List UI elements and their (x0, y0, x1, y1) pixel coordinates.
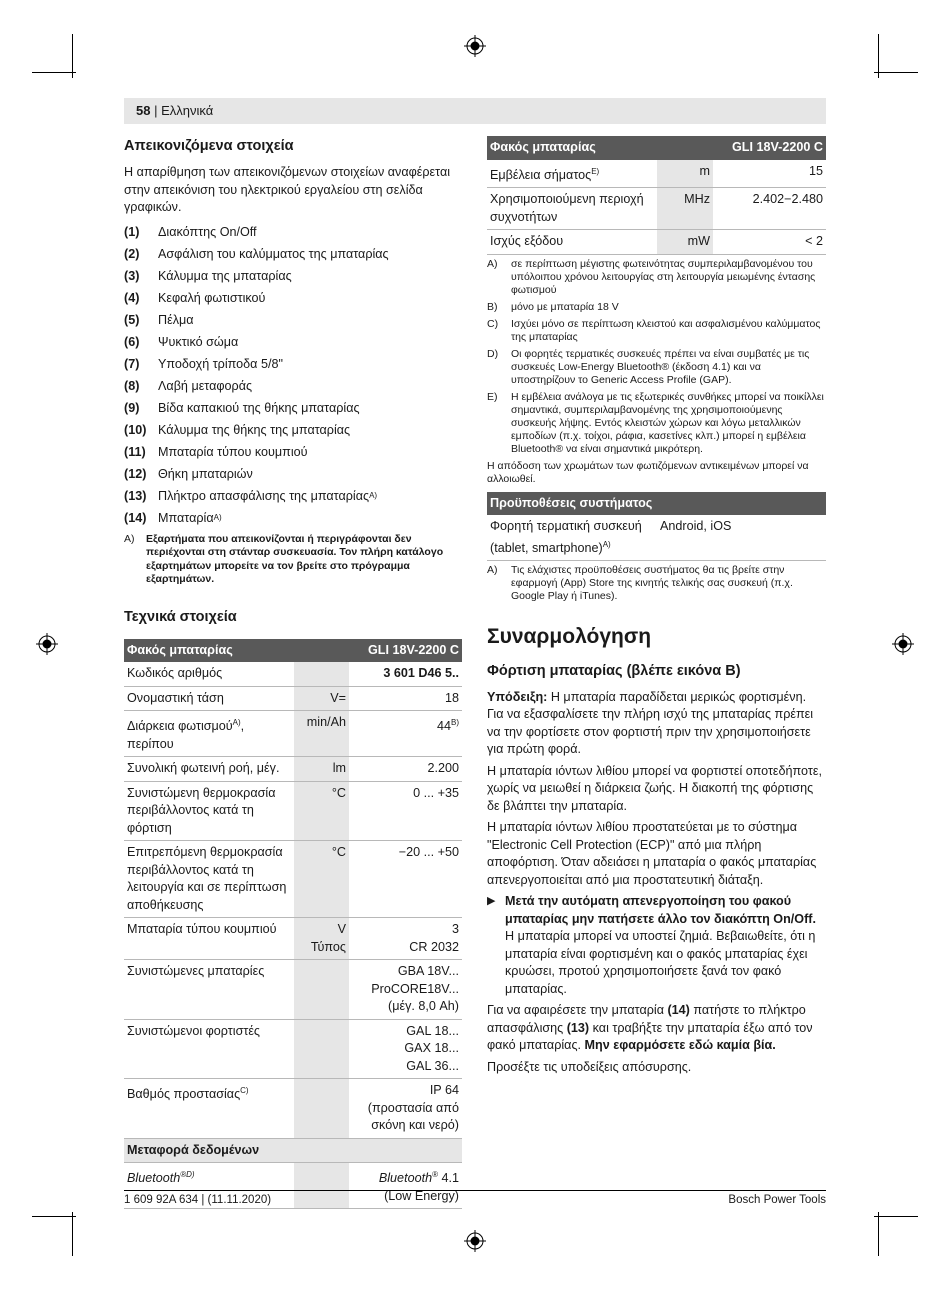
row-value (349, 1079, 462, 1139)
subsection-title-charging: Φόρτιση μπαταρίας (βλέπε εικόνα B) (487, 663, 741, 680)
registered-mark: ® (432, 1170, 438, 1180)
row-value-line: 3 (451, 922, 459, 937)
table-row (124, 960, 462, 1020)
row-unit (294, 1019, 349, 1079)
list-item (124, 375, 462, 397)
section-title-specs: Τεχνικά στοιχεία (124, 608, 237, 625)
row-value-line: (Low Energy) (384, 1188, 459, 1203)
row-label: Συνιστώμενη θερμοκρασία περιβάλλοντος κατά τη φόρτιση (124, 781, 294, 841)
row-unit: °C (294, 841, 349, 918)
crop-mark (874, 72, 918, 73)
row-value (349, 1019, 462, 1079)
row-value-line: GAL 36... (406, 1058, 459, 1073)
row-value (349, 918, 462, 960)
row-label: Ονομαστική τάση (124, 686, 294, 711)
accessories-note (124, 533, 462, 587)
row-unit (294, 960, 349, 1020)
color-rendering-note: Η απόδοση των χρωμάτων των φωτιζόμενων αντικειμένων μπορεί να αλλοιωθεί. (487, 459, 809, 485)
table-header-model: GLI 18V-2200 C (713, 136, 826, 160)
row-value-line: GBA 18V... (397, 964, 459, 979)
item-number: (3) (124, 268, 140, 283)
footnote-ref: B) (451, 718, 459, 727)
item-text: Διακόπτης On/Off (158, 224, 257, 239)
list-item (124, 243, 462, 265)
list-item (124, 397, 462, 419)
row-value: −20 ... +50 (349, 841, 462, 918)
row-label: Κωδικός αριθμός (124, 662, 294, 686)
row-unit: m (657, 160, 713, 188)
specs-table-continued (487, 136, 826, 255)
row-label: Χρησιμοποιούμενη περιοχή συχνοτήτων (487, 188, 657, 230)
footnote-ref: C) (240, 1086, 249, 1096)
row-label: Συνολική φωτεινή ροή, μέγ. (124, 757, 294, 782)
row-unit (294, 1079, 349, 1139)
hint-label: Υπόδειξη: (487, 689, 548, 704)
row-value-line: σκόνη και νερό) (371, 1118, 459, 1133)
row-label: Συνιστώμενες μπαταρίες (124, 960, 294, 1020)
row-unit: V= (294, 686, 349, 711)
row-value-text: 44 (436, 719, 451, 734)
warning-bold: Μετά την αυτόματη απενεργοποίηση του φακού μπαταρίας μην πατήσετε άλλο τον διακόπτη On/Off. (505, 894, 816, 926)
table-row (124, 781, 462, 841)
row-value-line: CR 2032 (409, 939, 459, 954)
crop-mark (878, 1212, 879, 1256)
row-unit: °C (294, 781, 349, 841)
hint-text: Η μπαταρία παραδίδεται μερικώς φορτισμένη. Για να εξασφαλίσετε την πλήρη ισχύ της μπαταρίας πρέπει να την φορτίσετε στον φορτιστή πριν την χρησιμοποιήσετε για πρώτη φορά. (487, 689, 814, 757)
table-row (124, 1019, 462, 1079)
table-section-row (124, 1138, 462, 1163)
row-label-text: Φορητή τερματική συσκευή (tablet, smartphone) (490, 519, 642, 555)
document-id: 1 609 92A 634 | (11.11.2020) (124, 1194, 272, 1206)
row-label (124, 1079, 294, 1139)
row-label (124, 711, 294, 757)
warning-text (505, 893, 826, 998)
list-item (124, 353, 462, 375)
row-value: 0 ... +35 (349, 781, 462, 841)
row-value-line: (προστασία από (367, 1100, 459, 1115)
registration-mark-left (36, 633, 58, 655)
page-footer (124, 1190, 826, 1206)
text-span: πατήστε το πλήκτρο απασφάλισης (487, 1003, 806, 1035)
item-text: Κεφαλή φωτιστικού (158, 290, 266, 305)
paragraph: Η μπαταρία ιόντων λιθίου προστατεύεται με το σύστημα "Electronic Cell Protection (ECP)" από μια πλήρη αποφόρτιση. Όταν αδειάσει η μπαταρία ο φακός μπαταρίας απενεργοποιείται από μια προστατευτική διάταξη. (487, 820, 817, 887)
item-text: Κάλυμμα της μπαταρίας (158, 268, 292, 283)
item-text: Ασφάλιση του καλύμματος της μπαταρίας (158, 246, 389, 261)
table-row (487, 230, 826, 255)
components-intro: Η απαρίθμηση των απεικονιζόμενων στοιχείων αναφέρεται στην απεικόνιση του ηλεκτρικού εργαλείου στη σελίδα γραφικών. (124, 165, 451, 214)
row-label: Ισχύς εξόδου (487, 230, 657, 255)
row-unit: mW (657, 230, 713, 255)
right-column (487, 136, 826, 1080)
registration-mark-right (892, 633, 914, 655)
footnote-text: Η εμβέλεια ανάλογα με τις εξωτερικές συνθήκες μπορεί να ποικίλλει σημαντικά, συμπεριλαμβανομένης της χρησιμοποιούμενης συσκευής λήψης. Εντός κλειστών χώρων και λόγω μεταλλικών εμποδίων (π.χ. τοίχοι, ράφια, κασετίνες κλπ.) μπορεί η εμβέλεια Bluetooth® να είναι σημαντικά μικρότερη. (511, 390, 824, 455)
table-header (124, 639, 462, 663)
ref-number: (13) (566, 1020, 590, 1035)
header-language: Ελληνικά (161, 103, 214, 118)
item-number: (2) (124, 246, 140, 261)
table-row (124, 757, 462, 782)
row-value: Android, iOS (657, 515, 826, 561)
row-value-line: GAX 18... (404, 1041, 459, 1056)
section-label: Μεταφορά δεδομένων (124, 1138, 462, 1163)
hint-paragraph (487, 689, 826, 759)
warning-item (487, 893, 826, 1002)
footnote-text: Οι φορητές τερματικές συσκευές πρέπει να είναι συμβατές με τις συσκευές Low-Energy Bluetooth® (έκδοση 4.1) και να υποστηρίζουν το Generic Access Profile (GAP). (511, 347, 810, 386)
table-row (487, 515, 826, 561)
row-label-tail: , περίπου (127, 719, 245, 751)
footnote-ref: A) (602, 539, 611, 549)
row-value-line: (μέγ. 8,0 Ah) (388, 999, 459, 1014)
row-label-text: Εμβέλεια σήματος (490, 167, 592, 182)
row-value-text: Bluetooth (378, 1171, 433, 1186)
footnote (487, 348, 826, 387)
note-text: Εξαρτήματα που απεικονίζονται ή περιγράφονται δεν περιέχονται στη στάνταρ συσκευασία. Τον πλήρη κατάλογο εξαρτημάτων μπορείτε να τον βρείτε στο πρόγραμμα εξαρτημάτων. (146, 532, 444, 585)
registration-mark-top (464, 35, 486, 57)
footnote-ref: D) (186, 1170, 195, 1180)
table-row (124, 686, 462, 711)
table-row (124, 918, 462, 960)
row-value: 15 (713, 160, 826, 188)
footnote (487, 564, 826, 603)
paragraph: Προσέξτε τις υποδείξεις απόσυρσης. (487, 1059, 692, 1074)
list-item (124, 507, 462, 529)
row-unit-line: V (337, 922, 346, 937)
page-number: 58 (136, 103, 151, 118)
list-item (124, 331, 462, 353)
footnote-label: B) (487, 300, 498, 313)
registered-mark: ® (180, 1170, 187, 1180)
row-label (487, 160, 657, 188)
table-header-model: GLI 18V-2200 C (349, 639, 462, 663)
list-item (124, 485, 462, 507)
row-label-text: Διάρκεια φωτισμού (127, 719, 233, 734)
row-unit (294, 918, 349, 960)
system-footnote (487, 564, 826, 603)
footnote-label: E) (487, 390, 498, 403)
row-value: < 2 (713, 230, 826, 255)
row-label: Επιτρεπόμενη θερμοκρασία περιβάλλοντος κατά τη λειτουργία και σε περίπτωση αποθήκευσης (124, 841, 294, 918)
footnote (487, 301, 826, 314)
table-row (124, 841, 462, 918)
item-number: (11) (124, 444, 146, 459)
row-label-text: Βαθμός προστασίας (127, 1087, 241, 1102)
item-text: Λαβή μεταφοράς (158, 378, 253, 393)
footnote-label: C) (487, 317, 499, 330)
footnote-text: Ισχύει μόνο σε περίπτωση κλειστού και ασφαλισμένου καλύμματος της μπαταρίας (511, 317, 821, 343)
footnote (487, 391, 826, 456)
item-text: Μπαταρία τύπου κουμπιού (158, 444, 308, 459)
note-label: A) (124, 532, 135, 545)
section-title-assembly: Συναρμολόγηση (487, 625, 652, 649)
registration-mark-bottom (464, 1230, 486, 1252)
row-label: Μπαταρία τύπου κουμπιού (124, 918, 294, 960)
page-header (124, 98, 826, 124)
footnote-text: μόνο με μπαταρία 18 V (511, 300, 619, 313)
item-number: (4) (124, 290, 140, 305)
item-number: (7) (124, 356, 140, 371)
item-number: (14) (124, 510, 147, 525)
remove-battery-paragraph (487, 1002, 826, 1055)
row-value (349, 960, 462, 1020)
warning-rest: Η μπαταρία μπορεί να υποστεί ζημιά. Βεβαιωθείτε, ότι η μπαταρία είναι φορτισμένη και ο φακός μπαταρίας έχει κρυώσει, προτού χρησιμοποιήσετε ξανά τον φακό μπαταρίας. (505, 929, 816, 996)
item-number: (1) (124, 224, 140, 239)
list-item (124, 309, 462, 331)
item-text: Ψυκτικό σώμα (158, 334, 239, 349)
components-list (124, 221, 462, 529)
item-text: Υποδοχή τρίποδα 5/8" (158, 356, 283, 371)
footnote-ref: A) (369, 490, 378, 500)
item-text: Θήκη μπαταριών (158, 466, 253, 481)
row-unit-line: Τύπος (310, 939, 346, 954)
row-unit: min/Ah (294, 711, 349, 757)
row-label: Συνιστώμενοι φορτιστές (124, 1019, 294, 1079)
table-row (124, 662, 462, 686)
row-value: 2.200 (349, 757, 462, 782)
row-unit (294, 662, 349, 686)
list-item (124, 419, 462, 441)
item-number: (13) (124, 488, 147, 503)
text-span: και τραβήξτε την μπαταρία έξω από τον φακό μπαταρίας. (487, 1020, 813, 1053)
item-number: (8) (124, 378, 140, 393)
footnote-ref: E) (591, 166, 600, 176)
item-text: Κάλυμμα της θήκης της μπαταρίας (158, 422, 351, 437)
crop-mark (874, 1216, 918, 1217)
brand-name: Bosch Power Tools (728, 1194, 826, 1206)
row-label-text: Bluetooth (127, 1171, 181, 1186)
row-value-line: GAL 18... (406, 1023, 459, 1038)
row-label (487, 515, 657, 561)
row-unit: MHz (657, 188, 713, 230)
list-item (124, 441, 462, 463)
footnote-label: A) (487, 257, 498, 270)
item-number: (10) (124, 422, 147, 437)
row-value: 3 601 D46 5.. (349, 662, 462, 686)
table-row (487, 160, 826, 188)
footnote-ref: A) (213, 512, 222, 522)
footnote-label: D) (487, 347, 499, 360)
row-value (349, 711, 462, 757)
list-item (124, 265, 462, 287)
list-item (124, 463, 462, 485)
footnote-ref: A) (232, 718, 241, 727)
item-number: (5) (124, 312, 140, 327)
item-text: Μπαταρία (158, 510, 214, 525)
footnote-text: Τις ελάχιστες προϋποθέσεις συστήματος θα τις βρείτε στην εφαρμογή (App) Store της κινητής τελικής σας συσκευή (π.χ. Google Play ή iTunes). (511, 564, 793, 603)
specs-table (124, 639, 462, 1210)
item-text: Βίδα καπακιού της θήκης μπαταρίας (158, 400, 360, 415)
item-number: (9) (124, 400, 140, 415)
table-row (487, 188, 826, 230)
ref-number: (14) (667, 1003, 690, 1018)
table-row (124, 1079, 462, 1139)
list-item (124, 221, 462, 243)
footnote-text: σε περίπτωση μέγιστης φωτεινότητας συμπεριλαμβανομένου του υπόλοιπου χρόνου λειτουργίας στη λειτουργία μειωμένης έντασης φωτισμού (511, 257, 816, 296)
item-number: (12) (124, 466, 147, 481)
header-separator: | (150, 103, 162, 118)
footnote (487, 318, 826, 344)
item-text: Πέλμα (158, 312, 194, 327)
table-header (487, 492, 826, 516)
row-value-line: ProCORE18V... (371, 981, 459, 996)
paragraph: Η μπαταρία ιόντων λιθίου μπορεί να φορτιστεί οποτεδήποτε, χωρίς να μειωθεί η διάρκεια ζωής. Η διακοπή της φόρτισης δε βλάπτει την μπαταρία. (487, 763, 822, 813)
section-title-components: Απεικονιζόμενα στοιχεία (124, 138, 294, 154)
table-header-product: Φακός μπαταρίας (124, 639, 349, 663)
crop-mark (72, 1212, 73, 1256)
table-row (124, 711, 462, 757)
row-value: 2.402−2.480 (713, 188, 826, 230)
item-text: Πλήκτρο απασφάλισης της μπαταρίας (158, 488, 370, 503)
crop-mark (32, 72, 76, 73)
row-unit: lm (294, 757, 349, 782)
footnotes (487, 258, 826, 486)
footnote (487, 258, 826, 297)
table-header-requirements: Προϋποθέσεις συστήματος (487, 492, 826, 516)
row-value: 18 (349, 686, 462, 711)
footnote-label: A) (487, 564, 498, 577)
item-number: (6) (124, 334, 140, 349)
row-value-tail: 4.1 (437, 1171, 459, 1186)
left-column (124, 136, 462, 1209)
row-value-line: IP 64 (429, 1083, 459, 1098)
system-requirements-table (487, 492, 826, 562)
table-header (487, 136, 826, 160)
warning-bold: Μην εφαρμόσετε εδώ καμία βία. (584, 1038, 776, 1053)
text-span: Για να αφαιρέσετε την μπαταρία (487, 1003, 668, 1018)
arrow-icon: ▶ (487, 895, 496, 908)
table-header-product: Φακός μπαταρίας (487, 136, 713, 160)
list-item (124, 287, 462, 309)
crop-mark (32, 1216, 76, 1217)
